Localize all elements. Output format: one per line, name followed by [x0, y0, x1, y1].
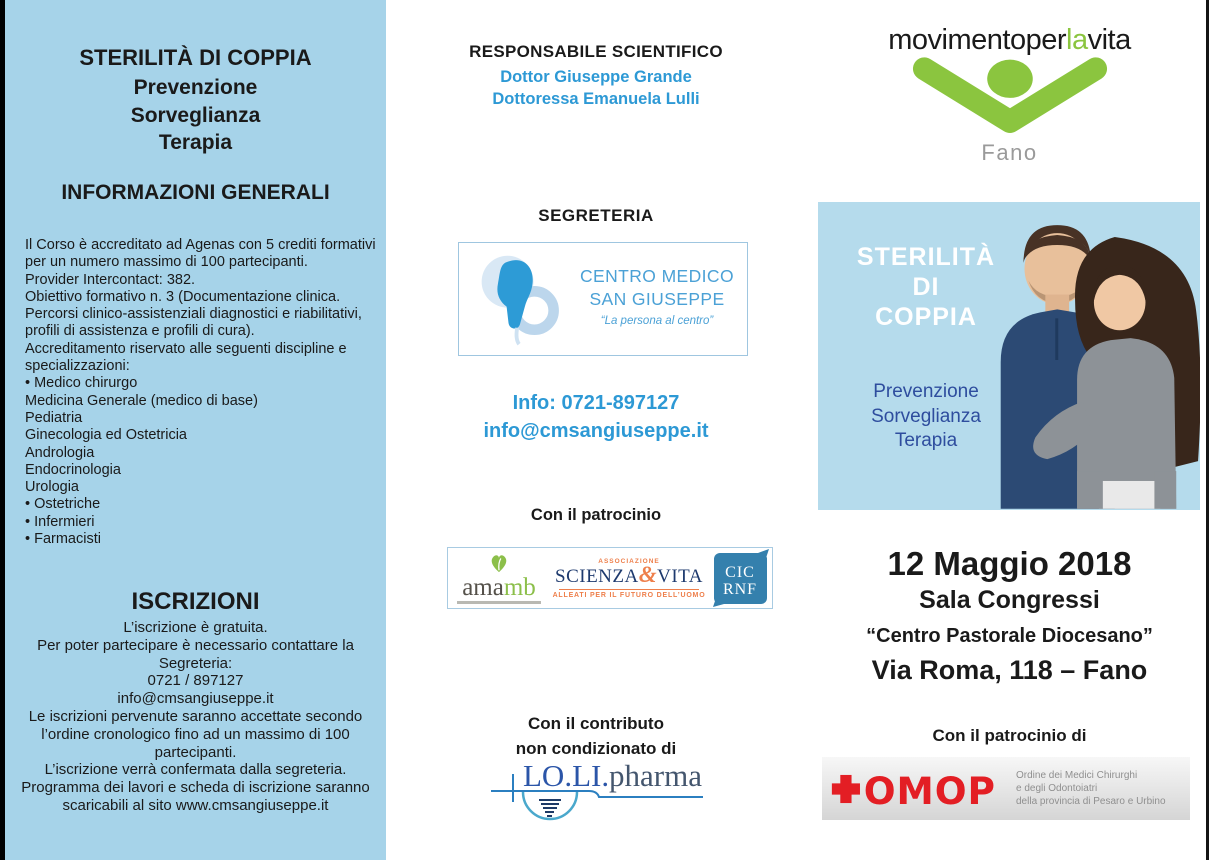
cic-rnf-logo — [710, 549, 772, 607]
info-line: Il Corso è accreditato ad Agenas con 5 crediti formativi — [25, 237, 376, 253]
info-line: Andrologia — [25, 444, 95, 461]
banner-title — [836, 242, 1016, 332]
contact-email: info@cmsangiuseppe.it — [483, 420, 709, 442]
banner-subtitle-line: Sorveglianza — [871, 405, 981, 427]
centro-medico-name-1: CENTRO MEDICO — [580, 266, 734, 286]
left-subtitle-line: Prevenzione — [133, 76, 258, 99]
left-subtitle — [5, 74, 386, 157]
centro-medico-name-2: SAN GIUSEPPE — [589, 289, 725, 309]
info-line: • Farmacisti — [25, 531, 101, 548]
info-line: specializzazioni: — [25, 358, 130, 375]
omop-logo-strip — [822, 757, 1190, 820]
iscrizioni-line: L’iscrizione è gratuita. — [123, 619, 268, 636]
iscrizioni-line: Programma dei lavori e scheda di iscrizione saranno — [21, 779, 370, 797]
banner-subtitle — [836, 380, 1016, 454]
loli-suffix: pharma — [609, 758, 702, 793]
info-line: Medicina Generale (medico di base) — [25, 392, 258, 409]
event-address: Via Roma, 118 – Fano — [871, 655, 1148, 685]
mpv-part-1: movimentoper — [888, 24, 1067, 56]
scienza-word: SCIENZA — [555, 565, 639, 587]
contributo-line: non condizionato di — [515, 739, 677, 758]
omop-logo-icon — [830, 766, 1008, 812]
info-line: • Infermieri — [25, 513, 95, 530]
left-panel — [5, 0, 386, 860]
banner-subtitle-line: Terapia — [894, 430, 958, 451]
info-line: • Ostetriche — [25, 496, 101, 513]
informazioni-generali-text — [25, 237, 377, 548]
omop-acronym: OMOP — [863, 768, 996, 812]
banner-title-line: STERILITÀ — [856, 243, 996, 271]
omop-description-line: e degli Odontoiatri — [1016, 783, 1098, 794]
left-subtitle-line: Terapia — [158, 131, 233, 154]
responsabile-title: RESPONSABILE SCIENTIFICO — [469, 42, 723, 61]
iscrizioni-line: l’ordine cronologico fino ad un massimo di 100 — [41, 725, 350, 743]
mpv-part-vita: vita — [1087, 24, 1131, 56]
scienza-vita-slogan: ALLEATI PER IL FUTURO DELL’UOMO — [552, 591, 706, 599]
loli-pharma-logo — [491, 756, 703, 822]
loli-pharma-logo-icon — [491, 756, 703, 822]
doctor-name: Dottoressa Emanuela Lulli — [492, 90, 700, 108]
scienza-vita-association: ASSOCIAZIONE — [598, 557, 660, 565]
info-line: • Medico chirurgo — [25, 375, 138, 392]
info-line: Pediatria — [25, 409, 83, 426]
contributo-line: Con il contributo — [528, 714, 664, 733]
cic-text: CIC — [725, 564, 755, 581]
iscrizioni-line: partecipanti. — [154, 743, 237, 761]
amamb-part-dark: ama — [462, 573, 504, 601]
centro-medico-logo-box — [458, 242, 748, 356]
ampersand-icon: & — [638, 561, 658, 587]
info-line: profili di assistenza e profili di cura). — [25, 323, 255, 340]
contact-phone: Info: 0721-897127 — [512, 392, 680, 414]
mpv-person-icon — [800, 56, 1219, 143]
event-hall: Sala Congressi — [919, 586, 1100, 614]
iscrizioni-line: 0721 / 897127 — [147, 672, 244, 690]
informazioni-generali-title: INFORMAZIONI GENERALI — [61, 181, 330, 204]
iscrizioni-line: Segreteria: — [158, 654, 233, 672]
centro-medico-tagline: “La persona al centro” — [600, 315, 714, 327]
omop-description-line: della provincia di Pesaro e Urbino — [1016, 796, 1166, 807]
info-line: Percorsi clinico-assistenziali diagnostici e riabilitativi, — [25, 306, 362, 323]
amamb-heart-icon — [488, 553, 510, 573]
mpv-city-label: Fano — [981, 140, 1038, 165]
iscrizioni-text — [15, 619, 376, 815]
iscrizioni-line: L’iscrizione verrà confermata dalla segreteria. — [44, 761, 347, 779]
amamb-wordmark — [448, 573, 550, 601]
vita-word: VITA — [657, 565, 703, 587]
iscrizioni-title: ISCRIZIONI — [131, 588, 260, 615]
event-banner-box — [818, 202, 1200, 510]
amamb-part-green: mb — [503, 573, 536, 601]
left-title: STERILITÀ DI COPPIA — [79, 45, 312, 70]
info-line: Endocrinologia — [25, 461, 121, 478]
centro-medico-head-icon — [473, 251, 569, 347]
event-venue: “Centro Pastorale Diocesano” — [866, 625, 1153, 647]
banner-title-line: DI — [912, 273, 940, 301]
iscrizioni-line: Le iscrizioni pervenute saranno accettate secondo — [28, 707, 363, 725]
event-date: 12 Maggio 2018 — [887, 545, 1132, 582]
loli-name: LO.LI. — [523, 758, 610, 793]
rnf-text: RNF — [722, 581, 758, 598]
doctor-names — [386, 66, 806, 110]
right-panel — [800, 0, 1219, 860]
patrocinio-label: Con il patrocinio — [530, 506, 662, 524]
banner-title-line: COPPIA — [875, 303, 977, 331]
info-line: per un numero massimo di 100 partecipanti. — [25, 254, 308, 271]
patrocinio-di-label: Con il patrocinio di — [932, 726, 1087, 745]
banner-subtitle-line: Prevenzione — [873, 381, 979, 402]
iscrizioni-line: Per poter partecipare è necessario contattare la — [37, 636, 354, 654]
centro-medico-text — [577, 265, 737, 327]
amamb-small-print — [457, 601, 541, 604]
omop-description-line: Ordine dei Medici Chirurghi — [1016, 770, 1138, 781]
mpv-part-la: la — [1066, 24, 1088, 56]
patrocinio-logos-box — [447, 547, 773, 609]
info-line: Ginecologia ed Ostetricia — [25, 427, 187, 444]
left-subtitle-line: Sorveglianza — [130, 103, 261, 127]
doctor-name: Dottor Giuseppe Grande — [500, 68, 692, 86]
amamb-logo — [448, 553, 550, 604]
info-line: Accreditamento riservato alle seguenti discipline e — [25, 340, 347, 357]
contributo-label — [386, 711, 806, 761]
omop-description — [1016, 769, 1166, 808]
info-line: Provider Intercontact: 382. — [25, 271, 196, 288]
info-line: Urologia — [25, 479, 79, 496]
scienza-vita-rule — [559, 589, 699, 590]
iscrizioni-line: scaricabili al sito www.cmsangiuseppe.it — [62, 796, 329, 814]
movimento-per-la-vita-wordmark — [800, 24, 1219, 57]
cic-rnf-badge-icon — [710, 549, 772, 607]
middle-panel — [386, 0, 806, 860]
info-line: Obiettivo formativo n. 3 (Documentazione clinica. — [25, 288, 341, 305]
segreteria-title: SEGRETERIA — [538, 206, 654, 225]
iscrizioni-line: info@cmsangiuseppe.it — [117, 690, 274, 708]
scienza-vita-logo — [550, 558, 708, 599]
